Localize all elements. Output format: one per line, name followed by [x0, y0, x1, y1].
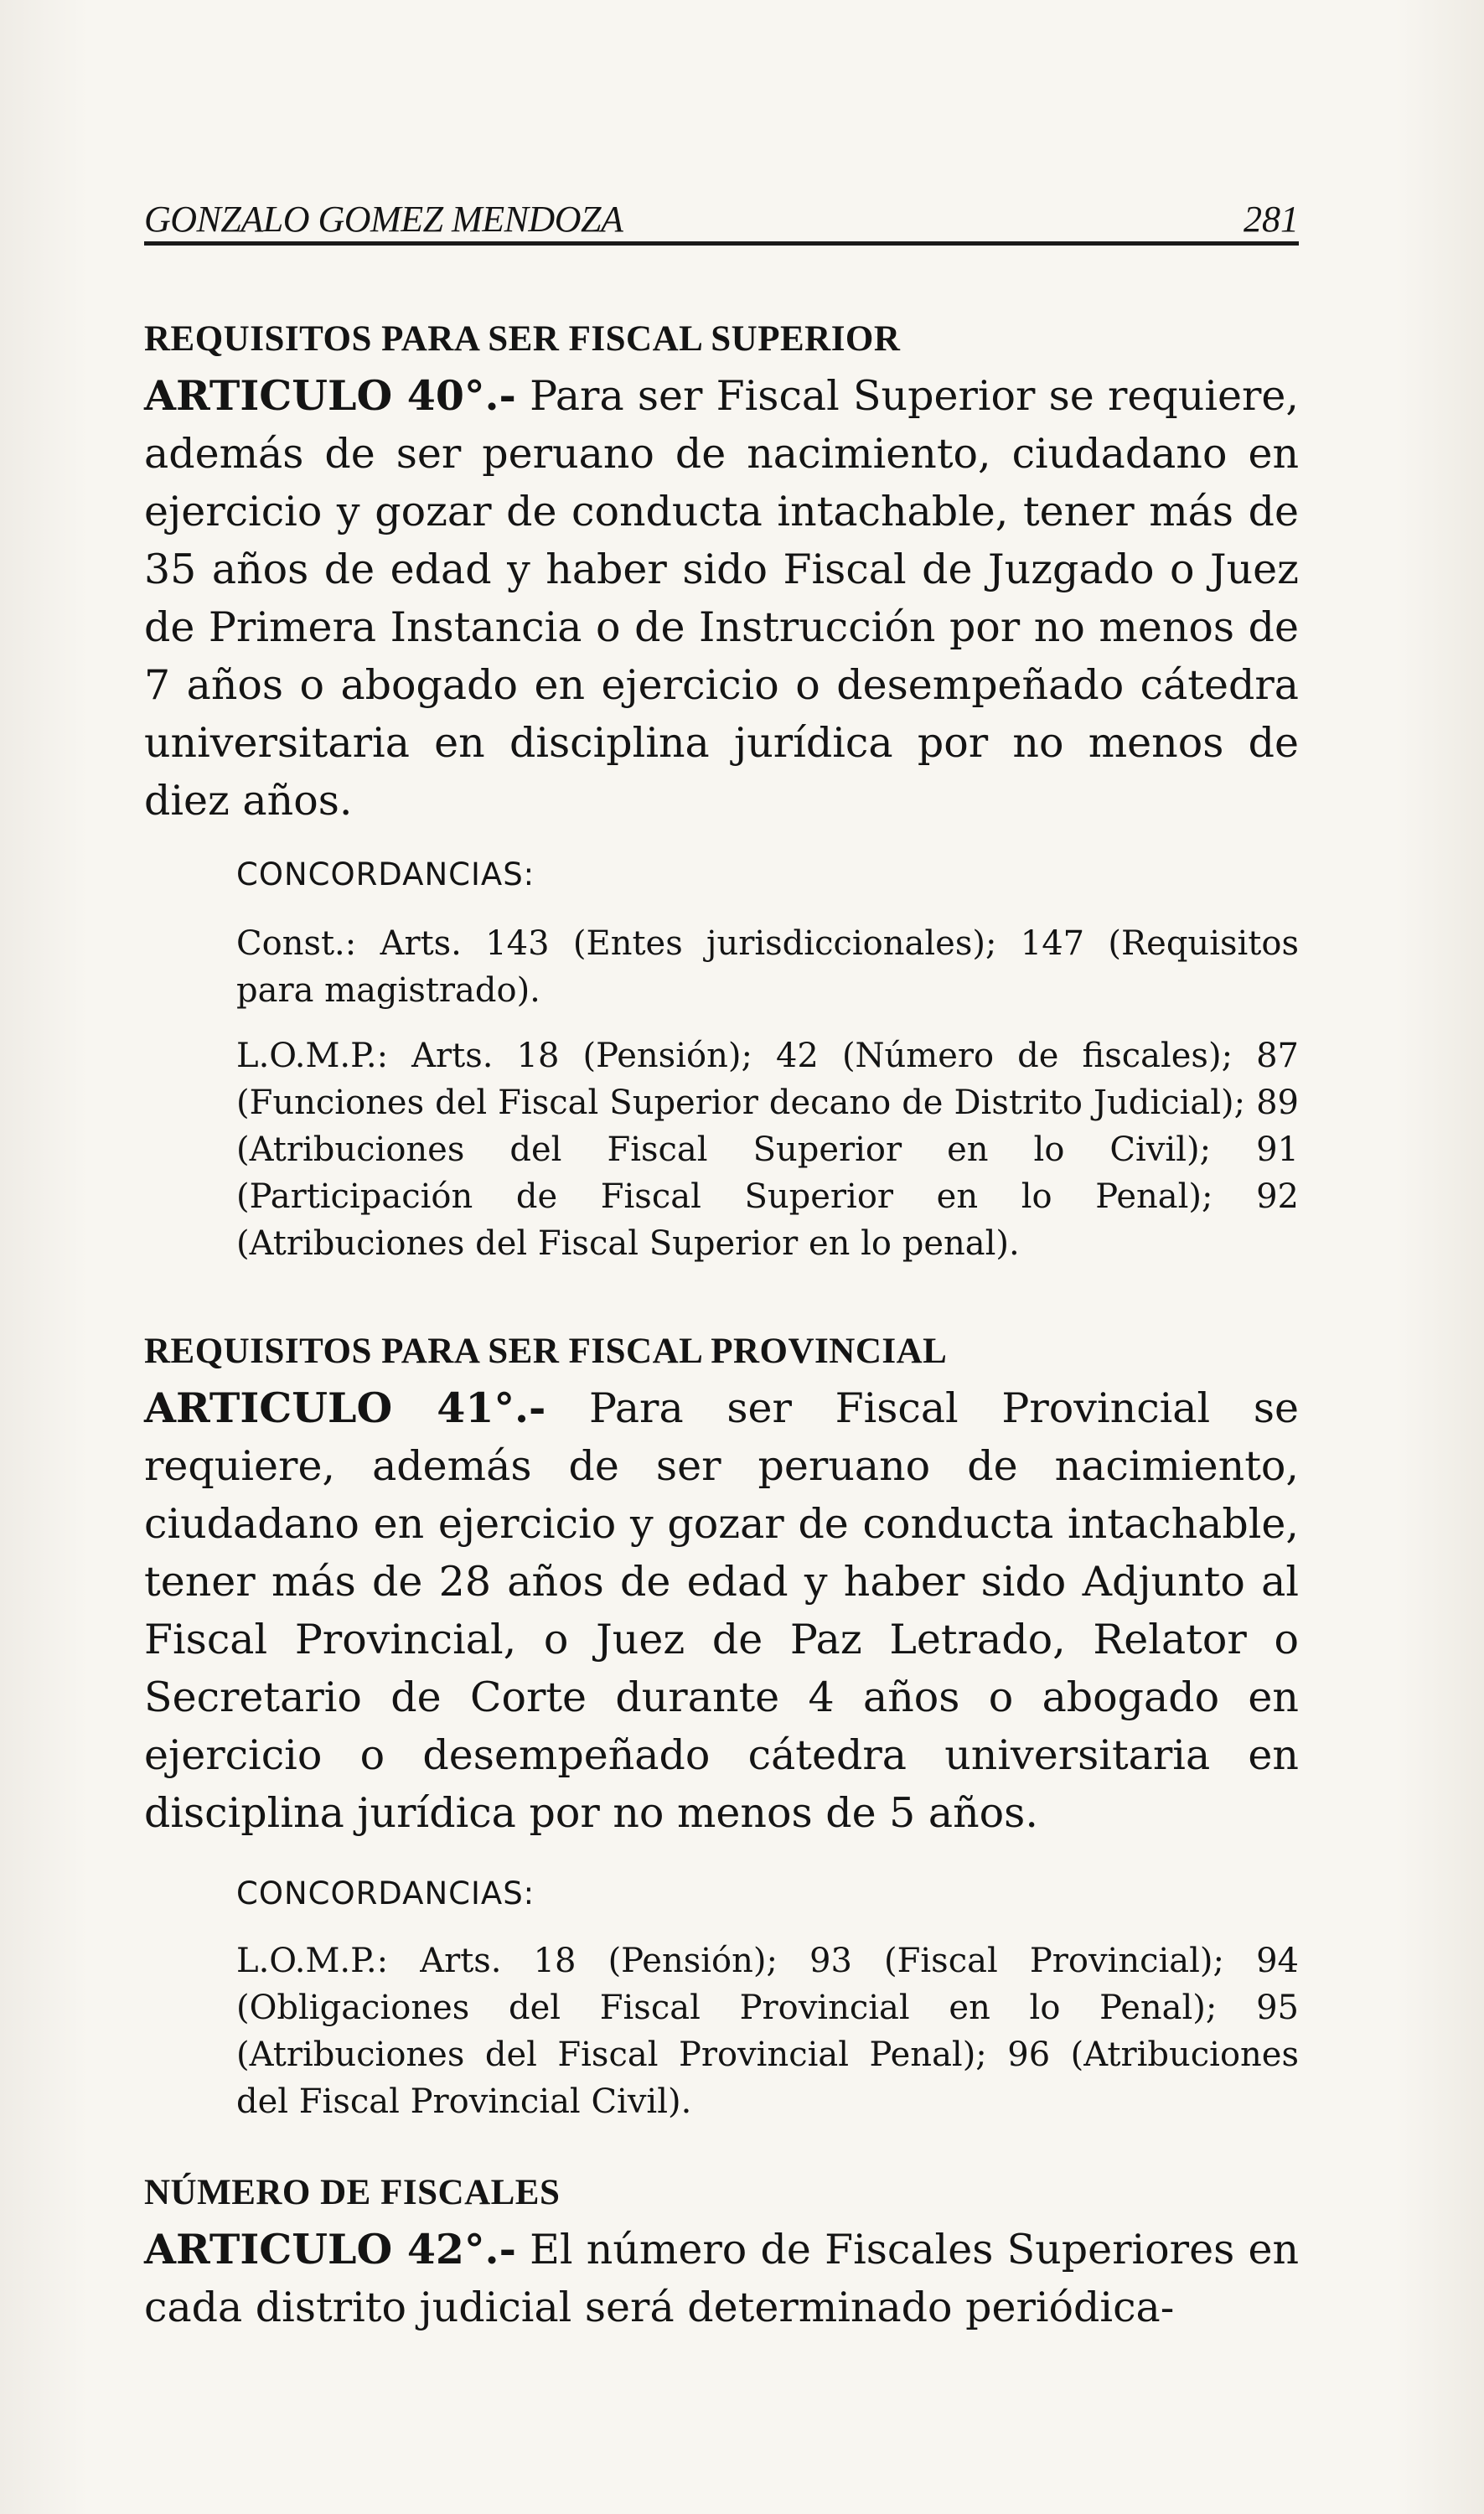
concordancias-title: CONCORDANCIAS:: [236, 856, 535, 892]
article-40: [144, 367, 1299, 830]
section-fiscal-superior: [144, 318, 1299, 360]
article-41: [144, 1379, 1299, 1842]
article-body: Para ser Fiscal Superior se requiere, además de ser peruano de nacimiento, ciudadano en ejercicio y gozar de conducta intachable, tener más de 35 años de edad y haber sido Fiscal de Juzgado o Juez de Primera Instancia o de Instrucción por no menos de 7 años o abogado en ejercicio o desempeñado cátedra universitaria en disciplina jurídica por no menos de diez años.: [144, 372, 1299, 825]
article-label: ARTICULO 41°.-: [144, 1384, 546, 1432]
concordancias-block: [236, 1875, 1299, 1911]
page-number: 281: [1244, 199, 1299, 240]
article-body: Para ser Fiscal Provincial se requiere, además de ser peruano de nacimiento, ciudadano en ejercicio y gozar de conducta intachable, tener más de 28 años de edad y haber sido Adjunto al Fiscal Provincial, o Juez de Paz Letrado, Relator o Secretario de Corte durante 4 años o abogado en ejercicio o desempeñado cátedra universitaria en disciplina jurídica por no menos de 5 años.: [144, 1384, 1299, 1837]
concordancia-item: [236, 1937, 1299, 2125]
concordancia-text: L.O.M.P.: Arts. 18 (Pensión); 42 (Número de fiscales); 87 (Funciones del Fiscal Superior decano de Distrito Judicial); 89 (Atribuciones del Fiscal Superior en lo Civil); 91 (Participación de Fiscal Superior en lo Penal); 92 (Atribuciones del Fiscal Superior en lo penal).: [236, 1037, 1299, 1263]
running-head: [144, 191, 1299, 246]
section-heading: REQUISITOS PARA SER FISCAL PROVINCIAL: [144, 1332, 948, 1371]
concordancia-item: [236, 1032, 1299, 1267]
article-paragraph: [144, 2221, 1299, 2336]
section-numero-fiscales: [144, 2172, 1299, 2213]
concordancia-item: [236, 920, 1299, 1014]
running-head-author: GONZALO GOMEZ MENDOZA: [144, 199, 623, 240]
concordancias-block: [236, 856, 1299, 892]
section-heading: NÚMERO DE FISCALES: [144, 2173, 561, 2212]
article-label: ARTICULO 42°.-: [144, 2225, 516, 2273]
concordancia-text: Const.: Arts. 143 (Entes jurisdiccionales); 147 (Requisitos para magistrado).: [236, 924, 1299, 1010]
concordancia-text: L.O.M.P.: Arts. 18 (Pensión); 93 (Fiscal Provincial); 94 (Obligaciones del Fiscal Provincial en lo Penal); 95 (Atribuciones del Fiscal Provincial Penal); 96 (Atribuciones del Fiscal Provincial Civil).: [236, 1942, 1299, 2121]
section-fiscal-provincial: [144, 1331, 1299, 1372]
concordancias-title: CONCORDANCIAS:: [236, 1875, 535, 1911]
article-body: El número de Fiscales Superiores en cada distrito judicial será determinado periódica-: [144, 2226, 1299, 2331]
section-heading: REQUISITOS PARA SER FISCAL SUPERIOR: [144, 319, 901, 359]
article-42: [144, 2221, 1299, 2336]
article-paragraph: [144, 1379, 1299, 1842]
article-paragraph: [144, 367, 1299, 830]
article-label: ARTICULO 40°.-: [144, 371, 516, 420]
